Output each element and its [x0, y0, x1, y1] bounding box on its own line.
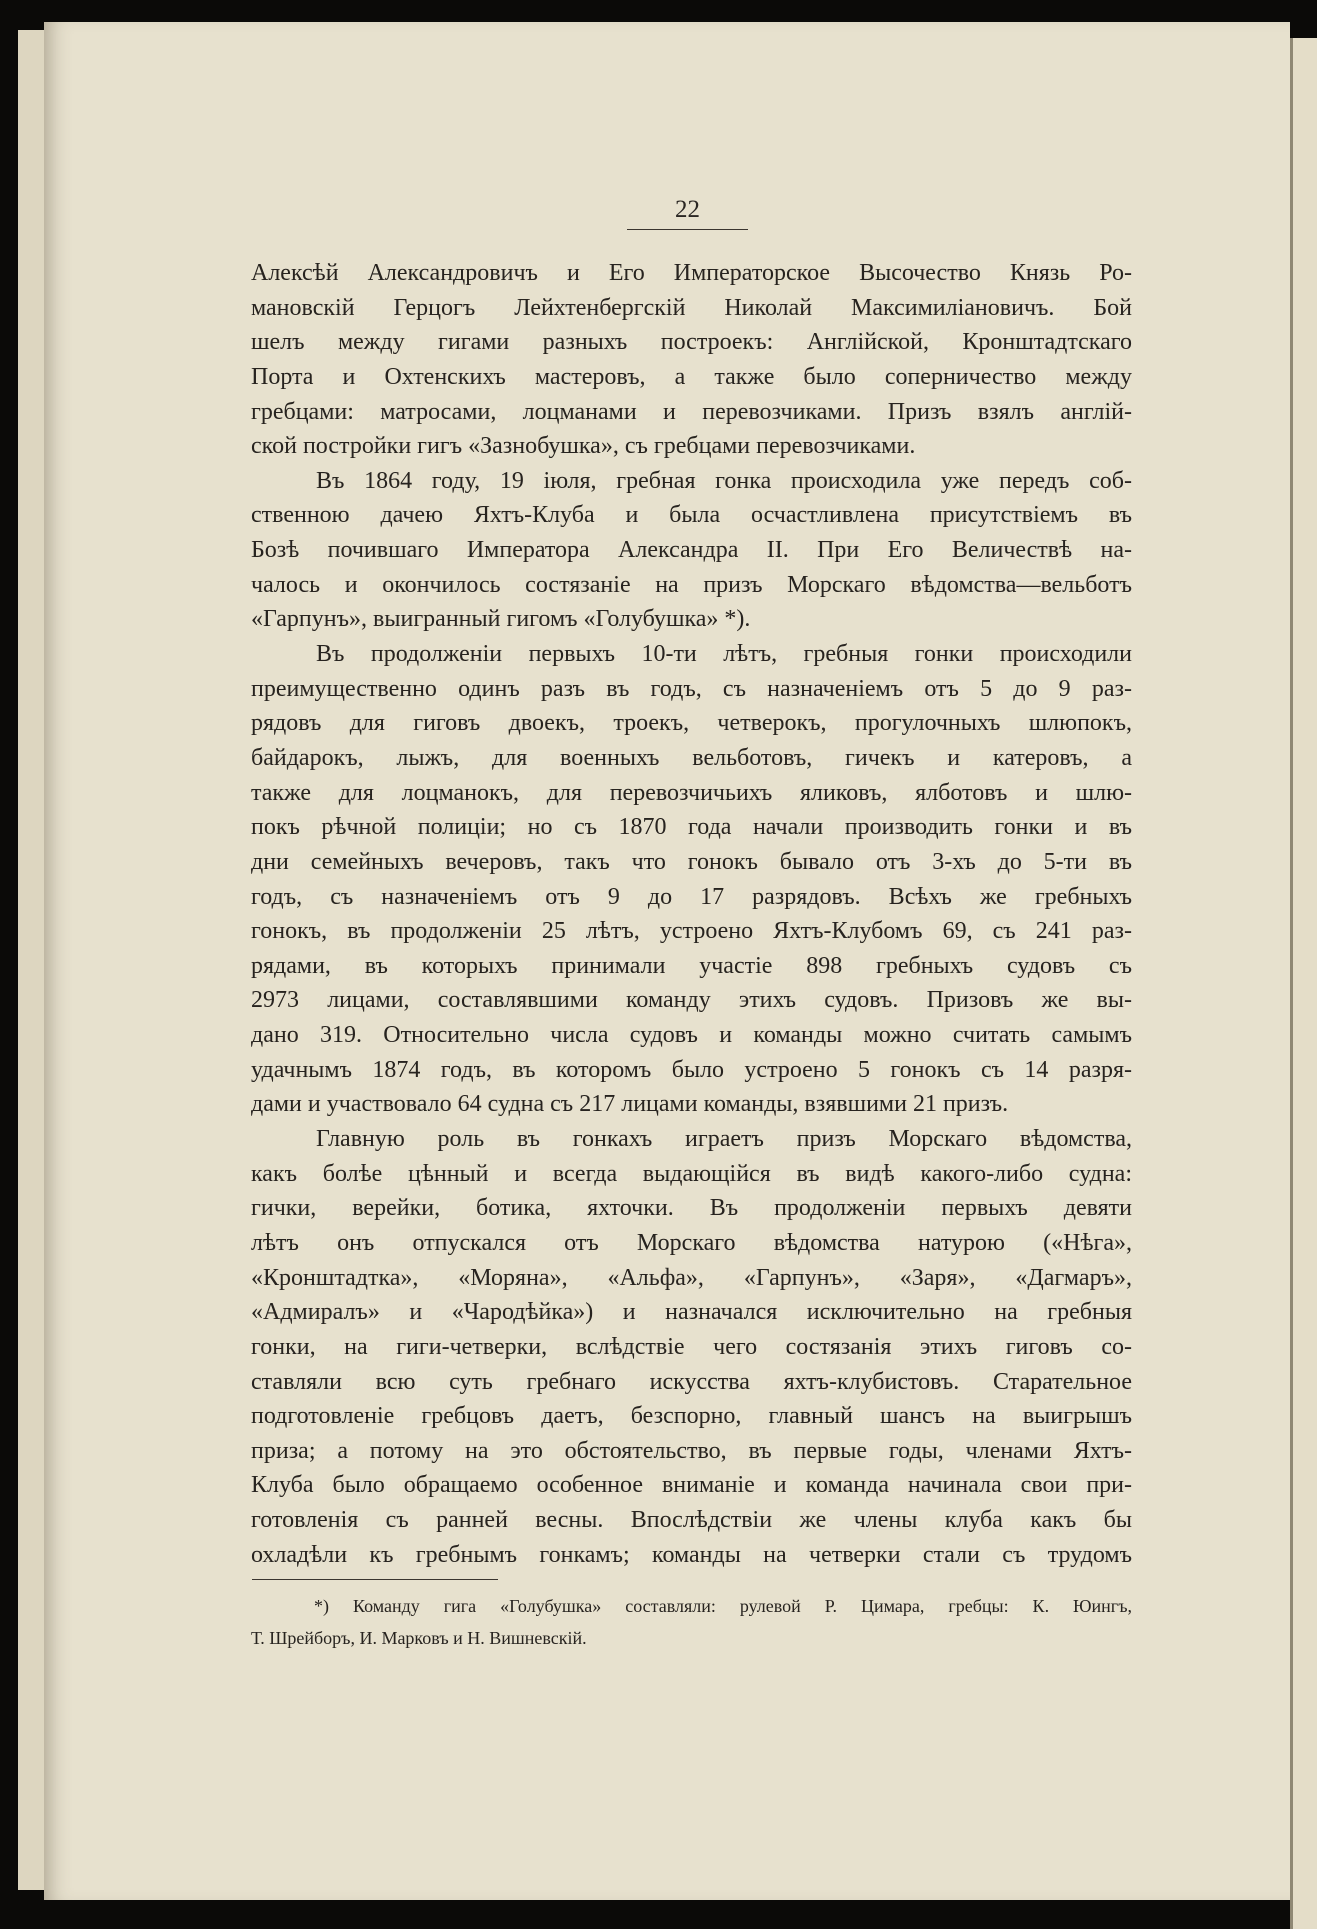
text-line: ственною дачею Яхтъ-Клуба и была осчастливлена присутствіемъ въ [251, 502, 1132, 529]
text-line: Въ 1864 году, 19 іюля, гребная гонка происходила уже передъ соб- [316, 467, 1132, 494]
body-text [251, 256, 1132, 1572]
text-line: преимущественно одинъ разъ въ годъ, съ назначеніемъ отъ 5 до 9 раз- [251, 675, 1132, 702]
text-line: какъ болѣе цѣнный и всегда выдающійся въ видѣ какого-либо судна: [251, 1160, 1132, 1187]
text-line: лѣтъ онъ отпускался отъ Морскаго вѣдомства натурою («Нѣга», [251, 1229, 1132, 1256]
text-line: мановскій Герцогъ Лейхтенбергскій Николай Максимиліановичъ. Бой [251, 294, 1132, 321]
text-line: 2973 лицами, составлявшими команду этихъ судовъ. Призовъ же вы- [251, 987, 1132, 1014]
text-line: гички, верейки, ботика, яхточки. Въ продолженіи первыхъ девяти [251, 1195, 1132, 1222]
text-line: Главную роль въ гонкахъ играетъ призъ Морскаго вѣдомства, [316, 1126, 1132, 1153]
text-line: «Адмиралъ» и «Чародѣйка») и назначался исключительно на гребныя [251, 1299, 1132, 1326]
text-line: готовленія съ ранней весны. Впослѣдствіи же члены клуба какъ бы [251, 1507, 1132, 1534]
text-line: подготовленіе гребцовъ даетъ, безспорно, главный шансъ на выигрышъ [251, 1403, 1132, 1430]
next-page-edge [1290, 38, 1317, 1929]
text-line: рядовъ для гиговъ двоекъ, троекъ, четверокъ, прогулочныхъ шлюпокъ, [251, 710, 1132, 737]
text-line: приза; а потому на это обстоятельство, въ первые годы, членами Яхтъ- [251, 1437, 1132, 1464]
text-line: охладѣли къ гребнымъ гонкамъ; команды на четверки стали съ трудомъ [251, 1541, 1132, 1568]
paragraph [251, 464, 1132, 637]
text-line: покъ рѣчной полиціи; но съ 1870 года начали производить гонки и въ [251, 814, 1132, 841]
page-stack-edge [18, 30, 45, 1890]
page-number: 22 [675, 196, 700, 223]
text-line: шелъ между гигами разныхъ построекъ: Англійской, Кронштадтскаго [251, 329, 1132, 356]
paragraph [251, 637, 1132, 1122]
text-line: дано 319. Относительно числа судовъ и команды можно считать самымъ [251, 1022, 1132, 1049]
text-line: Клуба было обращаемо особенное вниманіе и команда начинала свои при- [251, 1472, 1132, 1499]
text-line: «Гарпунъ», выигранный гигомъ «Голубушка» *). [251, 606, 751, 633]
text-line: ставляли всю суть гребнаго искусства яхтъ-клубистовъ. Старательное [251, 1368, 1132, 1395]
text-line: удачнымъ 1874 годъ, въ которомъ было устроено 5 гонокъ съ 14 разря- [251, 1056, 1132, 1083]
text-line: Бозѣ почившаго Императора Александра II. При Его Величествѣ на- [251, 537, 1132, 564]
text-line: Порта и Охтенскихъ мастеровъ, а также было соперничество между [251, 363, 1132, 390]
text-line: Алексѣй Александровичъ и Его Императорское Высочество Князь Ро- [251, 260, 1132, 286]
text-line: байдарокъ, лыжъ, для военныхъ вельботовъ, гичекъ и катеровъ, а [251, 744, 1132, 771]
text-line: «Кронштадтка», «Моряна», «Альфа», «Гарпунъ», «Заря», «Дагмаръ», [251, 1264, 1132, 1291]
text-line: гонки, на гиги-четверки, вслѣдствіе чего состязанія этихъ гиговъ со- [251, 1333, 1132, 1360]
text-line: дни семейныхъ вечеровъ, такъ что гонокъ бывало отъ 3-хъ до 5-ти въ [251, 848, 1132, 875]
text-line: рядами, въ которыхъ принимали участіе 898 гребныхъ судовъ съ [251, 952, 1132, 979]
text-line: ской постройки гигъ «Зазнобушка», съ гребцами перевозчиками. [251, 433, 916, 460]
page-number-rule [627, 229, 748, 230]
footnote-line: Т. Шрейборъ, И. Марковъ и Н. Вишневскій. [251, 1628, 587, 1648]
paragraph [251, 256, 1132, 464]
footnote-separator [252, 1579, 498, 1580]
footnote-line: *) Команду гига «Голубушка» составляли: рулевой Р. Цимара, гребцы: К. Юингъ, [314, 1596, 1132, 1616]
text-line: гонокъ, въ продолженіи 25 лѣтъ, устроено Яхтъ-Клубомъ 69, съ 241 раз- [251, 918, 1132, 945]
paragraph [251, 1122, 1132, 1572]
text-line: гребцами: матросами, лоцманами и перевозчиками. Призъ взялъ англій- [251, 398, 1132, 425]
text-line: годъ, съ назначеніемъ отъ 9 до 17 разрядовъ. Всѣхъ же гребныхъ [251, 883, 1132, 910]
text-line: дами и участвовало 64 судна съ 217 лицами команды, взявшими 21 призъ. [251, 1091, 1009, 1118]
footnote [251, 1590, 1132, 1654]
text-line: также для лоцманокъ, для перевозчичьихъ яликовъ, ялботовъ и шлю- [251, 779, 1132, 806]
text-line: чалось и окончилось состязаніе на призъ Морскаго вѣдомства—вельботъ [251, 571, 1132, 598]
text-line: Въ продолженіи первыхъ 10-ти лѣтъ, гребныя гонки происходили [316, 641, 1132, 668]
